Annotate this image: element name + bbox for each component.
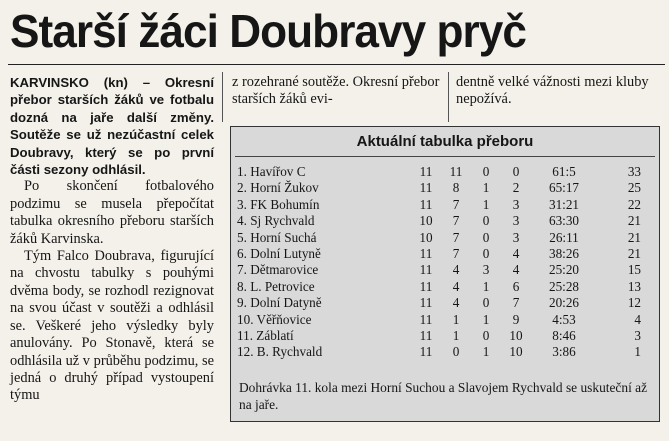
table-footnote: Dohrávka 11. kola mezi Horní Suchou a Slavojem Rychvald se uskuteční až na jaře. <box>239 380 648 412</box>
wins: 7 <box>452 229 460 245</box>
table-row <box>237 295 641 311</box>
table-row <box>237 262 641 278</box>
score: 25:20 <box>548 262 580 278</box>
points: 4 <box>634 311 641 327</box>
table-row <box>237 344 641 360</box>
losses: 6 <box>512 278 520 294</box>
points: 21 <box>627 213 641 229</box>
played: 11 <box>419 278 433 294</box>
article-paragraph: Tým Falco Doubrava, figurující na chvostu tabulky s pouhými dvěma body, se rozhodl rezignovat na svou účast v soutěži a odhlásil se. Veškeré jeho výsledky byly anulovány. Po Stonavě, která se odhlásila už v průběhu podzimu, se jedná o druhý případ vystoupení týmu <box>10 248 214 404</box>
played: 11 <box>419 295 433 311</box>
standings-box <box>230 126 660 422</box>
score: 20:26 <box>548 295 580 311</box>
team-name: 7. Dětmarovice <box>237 262 319 278</box>
played: 11 <box>419 328 433 344</box>
team-name: 3. FK Bohumín <box>237 196 320 212</box>
played: 11 <box>419 164 433 179</box>
article-paragraph: Po skončení fotbalového podzimu se musela přepočítat tabulka okresního přeboru starších žáků Karvinska. <box>10 178 214 247</box>
points: 22 <box>627 196 641 212</box>
points: 13 <box>627 278 641 294</box>
score: 4:53 <box>552 311 576 327</box>
played: 11 <box>419 180 433 196</box>
losses: 10 <box>509 344 523 360</box>
score: 61:5 <box>552 164 576 179</box>
wins: 4 <box>452 262 460 278</box>
draws: 3 <box>482 262 490 278</box>
score: 63:30 <box>548 213 580 229</box>
score: 3:86 <box>552 344 576 360</box>
wins: 11 <box>449 164 463 179</box>
wins: 7 <box>452 246 460 262</box>
score: 65:17 <box>548 180 580 196</box>
team-name: 2. Horní Žukov <box>237 180 319 196</box>
wins: 1 <box>452 311 460 327</box>
losses: 7 <box>512 295 520 311</box>
wins: 1 <box>452 328 460 344</box>
article-lead: KARVINSKO (kn) – Okresní přebor starších žáků ve fotbalu dozná na jaře další změny. Soutěže se už nezúčastní celek Doubravy, který se po první části sezony odhlásil. <box>10 75 214 178</box>
played: 11 <box>419 262 433 278</box>
played: 10 <box>419 229 433 245</box>
wins: 7 <box>452 196 460 212</box>
table-row <box>237 230 641 246</box>
played: 11 <box>419 196 433 212</box>
wins: 4 <box>452 278 460 294</box>
wins: 7 <box>452 213 460 229</box>
losses: 4 <box>512 246 520 262</box>
team-name: 6. Dolní Lutyně <box>237 246 321 262</box>
team-name: 9. Dolní Datyně <box>237 295 322 311</box>
team-name: 5. Horní Suchá <box>237 229 317 245</box>
losses: 3 <box>512 196 520 212</box>
standings-table <box>237 164 641 361</box>
losses: 0 <box>512 164 520 179</box>
table-row <box>237 164 641 180</box>
table-row <box>237 312 641 328</box>
column-rule <box>222 72 223 122</box>
headline-rule <box>8 64 665 65</box>
team-name: 12. B. Rychvald <box>237 344 323 360</box>
played: 10 <box>419 213 433 229</box>
headline: Starší žáci Doubravy pryč <box>10 5 526 57</box>
team-name: 10. Věřňovice <box>237 311 312 327</box>
points: 21 <box>627 246 641 262</box>
draws: 1 <box>482 180 490 196</box>
draws: 0 <box>482 295 490 311</box>
team-name: 1. Havířov C <box>237 164 306 179</box>
points: 1 <box>634 344 641 360</box>
table-rule <box>235 156 655 157</box>
draws: 1 <box>482 311 490 327</box>
played: 11 <box>419 246 433 262</box>
table-row <box>237 328 641 344</box>
points: 12 <box>627 295 641 311</box>
draws: 0 <box>482 246 490 262</box>
wins: 4 <box>452 295 460 311</box>
wins: 0 <box>452 344 460 360</box>
losses: 3 <box>512 229 520 245</box>
losses: 10 <box>509 328 523 344</box>
table-title: Aktuální tabulka přeboru <box>356 133 534 150</box>
team-name: 11. Záblatí <box>237 328 294 344</box>
score: 38:26 <box>548 246 580 262</box>
draws: 1 <box>482 278 490 294</box>
draws: 1 <box>482 196 490 212</box>
played: 11 <box>419 344 433 360</box>
losses: 9 <box>512 311 520 327</box>
points: 15 <box>627 262 641 278</box>
score: 25:28 <box>548 278 580 294</box>
table-row <box>237 213 641 229</box>
table-row <box>237 279 641 295</box>
team-name: 4. Sj Rychvald <box>237 213 315 229</box>
losses: 2 <box>512 180 520 196</box>
draws: 0 <box>482 328 490 344</box>
draws: 0 <box>482 164 490 179</box>
draws: 0 <box>482 213 490 229</box>
team-name: 8. L. Petrovice <box>237 278 315 294</box>
wins: 8 <box>452 180 460 196</box>
table-row <box>237 246 641 262</box>
score: 8:46 <box>552 328 576 344</box>
article-column-1 <box>10 74 214 405</box>
draws: 1 <box>482 344 490 360</box>
table-row <box>237 197 641 213</box>
column-rule <box>448 72 449 122</box>
draws: 0 <box>482 229 490 245</box>
score: 31:21 <box>548 196 580 212</box>
points: 25 <box>627 180 641 196</box>
article-column-3: dentně velké vážnosti mezi kluby nepožívá. <box>456 74 649 108</box>
points: 21 <box>627 229 641 245</box>
table-row <box>237 180 641 196</box>
played: 11 <box>419 311 433 327</box>
losses: 3 <box>512 213 520 229</box>
points: 3 <box>634 328 641 344</box>
article-column-2: z rozehrané soutěže. Okresní přebor starších žáků evi- <box>232 74 440 108</box>
points: 33 <box>627 164 641 179</box>
losses: 4 <box>512 262 520 278</box>
score: 26:11 <box>549 229 579 245</box>
